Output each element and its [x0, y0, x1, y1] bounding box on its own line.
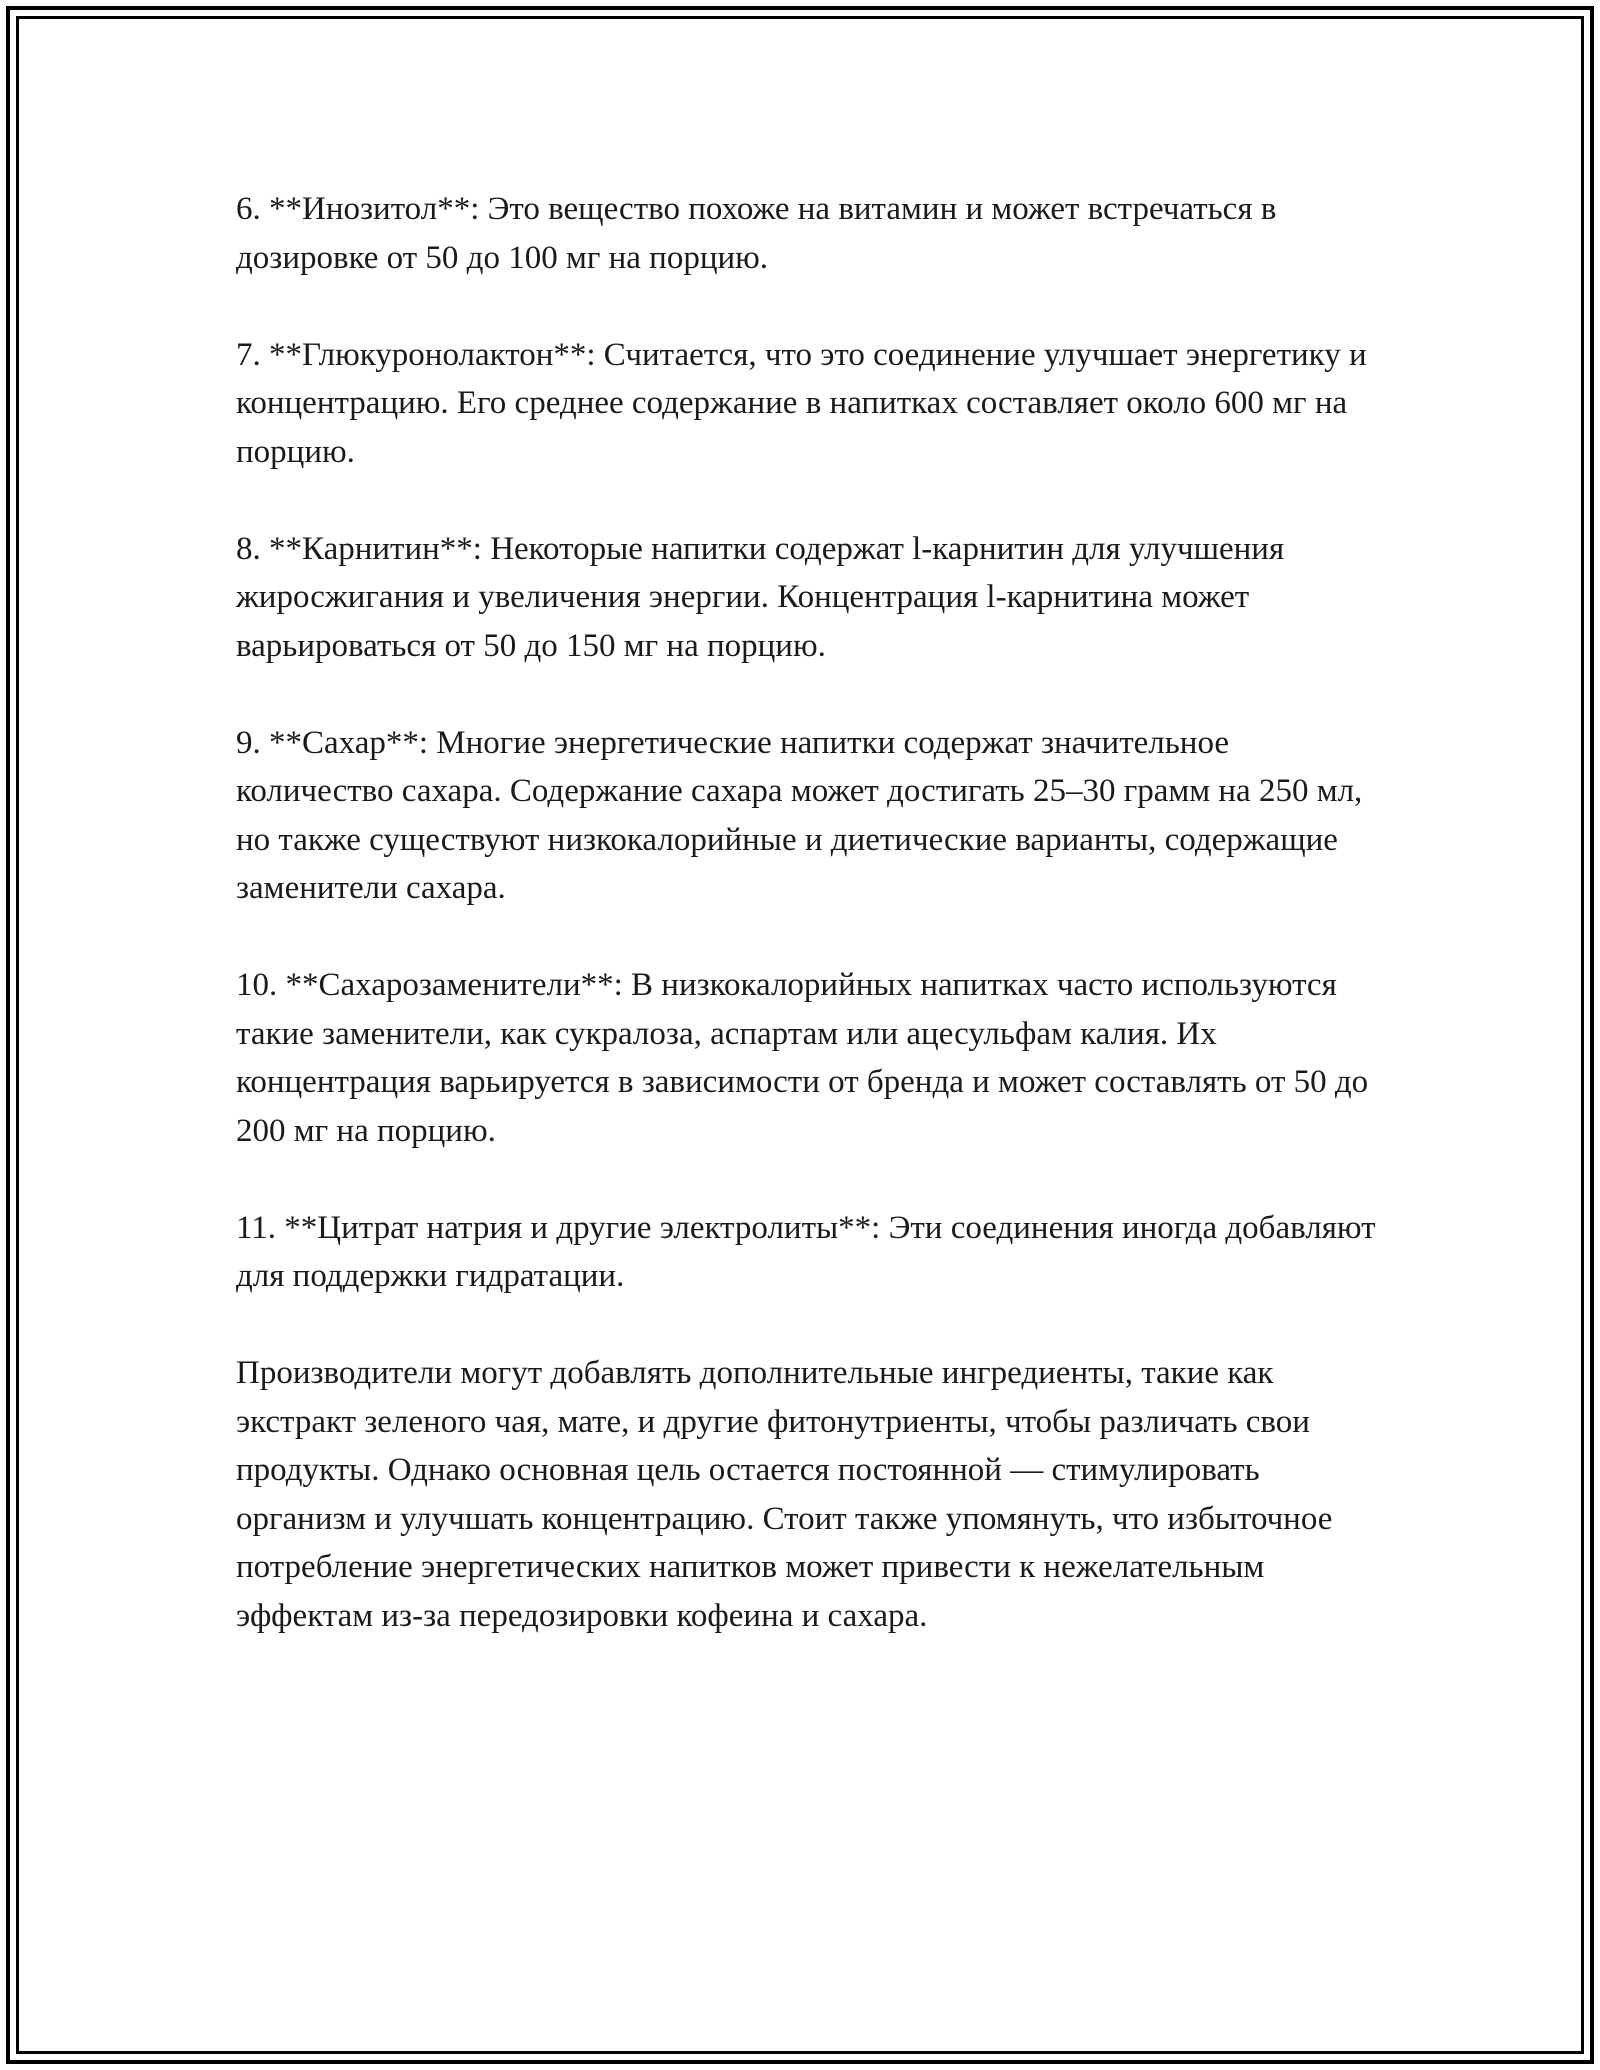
paragraph-electrolytes: 11. **Цитрат натрия и другие электролиты**: Эти соединения иногда добавляют для поддержки гидратации.: [236, 1209, 1376, 1294]
paragraph-conclusion: Производители могут добавлять дополнительные ингредиенты, такие как экстракт зеленого чая, мате, и другие фитонутриенты, чтобы различать свои продукты. Однако основная цель остается постоянной — стимулировать организм и улучшать концентрацию. Стоит также упомянуть, что избыточное потребление энергетических напитков может привести к нежелательным эффектам из-за передозировки кофеина и сахара.: [236, 1355, 1333, 1634]
paragraph-carnitine: 8. **Карнитин**: Некоторые напитки содержат l-карнитин для улучшения жиросжигания и увеличения энергии. Концентрация l-карнитина может варьироваться от 50 до 150 мг на порцию.: [236, 530, 1285, 664]
paragraph-sugar: 9. **Сахар**: Многие энергетические напитки содержат значительное количество сахара. Содержание сахара может достигать 25–30 грамм на 250 мл, но также существуют низкокалорийные и диетические варианты, содержащие заменители сахара.: [236, 724, 1363, 906]
document-body: [236, 185, 1376, 1689]
paragraph-inositol: 6. **Инозитол**: Это вещество похоже на витамин и может встречаться в дозировке от 50 до 100 мг на порцию.: [236, 191, 1277, 276]
paragraph-sweeteners: 10. **Сахарозаменители**: В низкокалорийных напитках часто используются такие заменители, как сукралоза, аспартам или ацесульфам калия. Их концентрация варьируется в зависимости от бренда и может составлять от 50 до 200 мг на порцию.: [236, 967, 1369, 1149]
paragraph-glucuronolactone: 7. **Глюкуронолактон**: Считается, что это соединение улучшает энергетику и концентрацию. Его среднее содержание в напитках составляет около 600 мг на порцию.: [236, 336, 1367, 470]
